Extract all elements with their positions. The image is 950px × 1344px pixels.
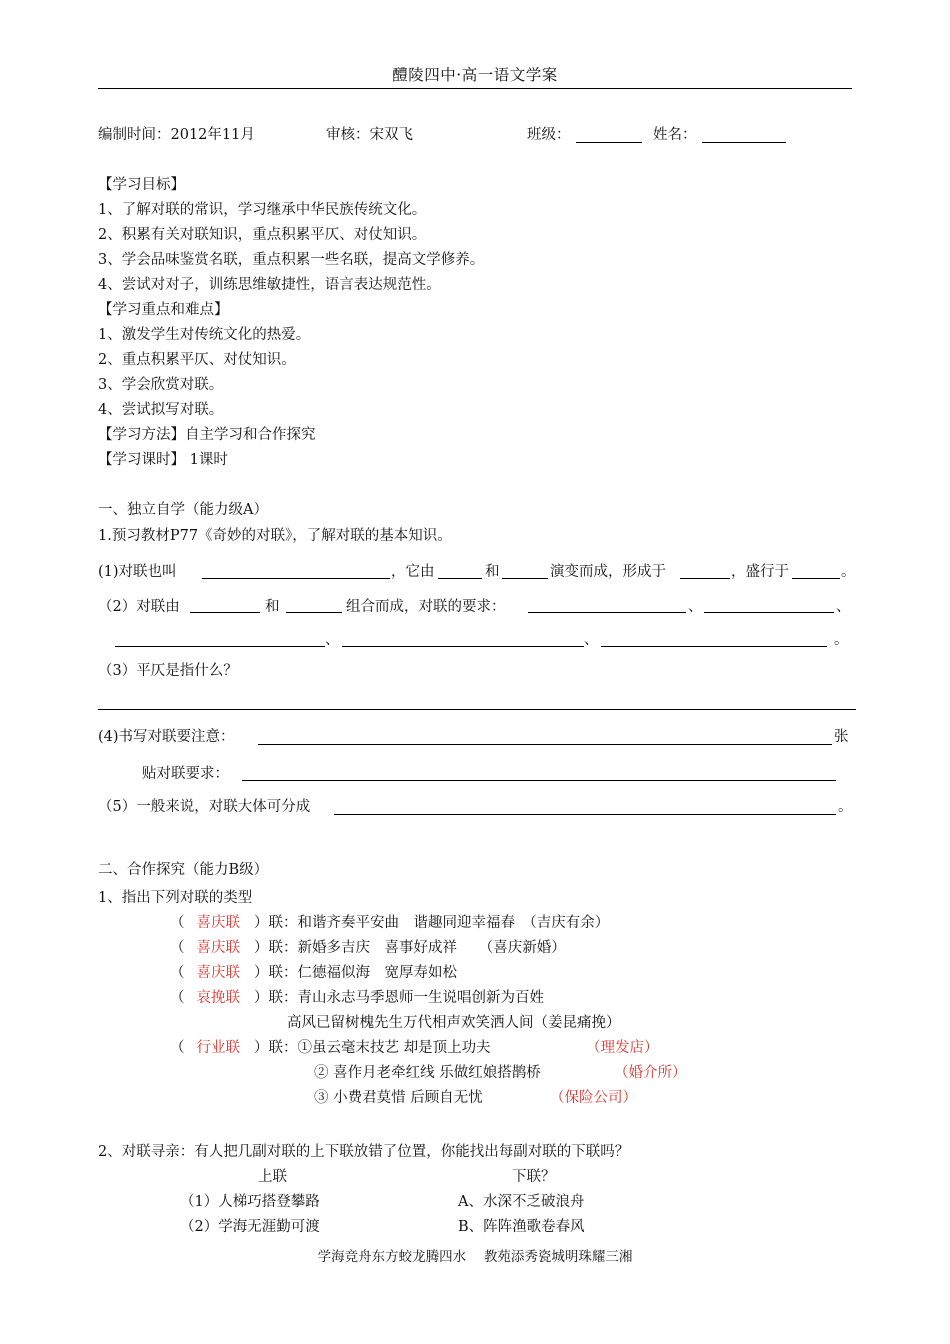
objectives-heading: 【学习目标】 [98,177,185,193]
couplet-text: 新婚多吉庆 喜事好成祥 （喜庆新婚） [297,940,566,956]
q1-2-text-c: 组合而成，对联的要求： [346,599,506,615]
keypoint-item: 1、激发学生对传统文化的热爱。 [98,327,311,343]
objective-item: 1、了解对联的常识，学习继承中华民族传统文化。 [98,202,427,218]
right-paren: ）联： [254,1040,298,1056]
objective-item: 3、学会品味鉴赏名联，重点积累一些名联，提高文学修养。 [98,252,485,268]
upper-couplet: （1）人梯巧搭登攀路 [180,1194,320,1210]
right-paren: ）联： [254,915,298,931]
couplet-type-answer: 喜庆联 [196,940,240,956]
q1-2-blank-5[interactable] [115,646,325,647]
q1-4-blank-2[interactable] [242,780,836,781]
q1-2-text-h: 。 [834,632,849,648]
upper-column-label: 上联 [258,1169,287,1185]
left-paren: （ [170,940,185,956]
page-title: 醴陵四中·高一语文学案 [392,66,558,84]
couplet-type-answer: 喜庆联 [196,915,240,931]
right-paren: ）联： [254,990,298,1006]
section2-heading: 二、合作探究（能力B级） [98,862,269,878]
q1-4-text-a: (4)书写对联要注意： [98,729,235,745]
q1-2-blank-7[interactable] [601,646,827,647]
q1-2-blank-3[interactable] [528,612,686,613]
left-paren: （ [170,965,185,981]
q1-2-text-d: 、 [688,599,703,615]
couplet-row [170,989,544,1007]
q1-1-text-f: 。 [841,564,856,580]
couplet-text: ③ 小费君莫惜 后顾自无忧 [314,1090,483,1106]
name-label: 姓名： [653,127,697,143]
section1-heading: 一、独立自学（能力级A） [98,502,268,518]
class-label: 班级： [527,127,571,143]
q1-5-text-a: （5）一般来说，对联大体可分成 [98,799,311,815]
name-blank[interactable] [702,142,786,143]
couplet-text: 和谐齐奏平安曲 谐趣同迎幸福春 （吉庆有余） [297,915,610,931]
q1-2-text-a: （2）对联由 [98,599,180,615]
q1-1-blank-1[interactable] [202,578,390,579]
couplet-type-answer: 喜庆联 [196,965,240,981]
couplet-row [170,1039,491,1057]
couplet-note: （婚介所） [614,1065,687,1081]
q1-2-blank-6[interactable] [342,646,584,647]
couplet-text: ①虽云毫末技艺 却是顶上功夫 [297,1040,491,1056]
q1-5-text-b: 。 [838,799,853,815]
left-paren: （ [170,990,185,1006]
keypoint-item: 2、重点积累平仄、对仗知识。 [98,352,296,368]
q1-3-blank[interactable] [98,709,856,710]
lower-couplet: A、水深不乏破浪舟 [458,1194,585,1210]
lower-column-label: 下联？ [512,1169,556,1185]
q1-1-blank-3[interactable] [502,578,548,579]
couplet-note: （理发店） [586,1040,659,1056]
couplet-type-answer: 行业联 [196,1040,240,1056]
study-periods: 【学习课时】 1课时 [98,452,228,468]
section2-q1: 1、指出下列对联的类型 [98,890,253,906]
keypoint-item: 3、学会欣赏对联。 [98,377,224,393]
q1-4-blank-1[interactable] [258,744,832,745]
lower-couplet: B、阵阵渔歌卷春风 [458,1219,585,1235]
couplet-note: （保险公司） [550,1090,637,1106]
q1-1-text-c: 和 [485,564,500,580]
reviewer: 审核：宋双飞 [326,127,413,143]
section2-q2: 2、对联寻亲：有人把几副对联的上下联放错了位置，你能找出每副对联的下联吗？ [98,1144,630,1160]
q1-2-text-e: 、 [836,599,851,615]
q1-4-text-b: 张 [834,729,849,745]
q1-1-text-d: 演变而成，形成于 [550,564,666,580]
keypoint-item: 4、尝试拟写对联。 [98,402,224,418]
q1-2-text-g: 、 [584,632,599,648]
objective-item: 4、尝试对对子，训练思维敏捷性，语言表达规范性。 [98,277,441,293]
q1-3-text: （3）平仄是指什么？ [98,663,238,679]
section1-q1: 1.预习教材P77《奇妙的对联》，了解对联的基本知识。 [98,528,452,544]
couplet-text-line2: 高风已留树槐先生万代相声欢笑洒人间（姜昆痛挽） [287,1015,621,1031]
objective-item: 2、积累有关对联知识，重点积累平仄、对仗知识。 [98,227,427,243]
q1-4-text-c: 贴对联要求： [142,766,229,782]
left-paren: （ [170,1040,185,1056]
q1-2-blank-1[interactable] [190,612,260,613]
q1-1-blank-2[interactable] [438,578,482,579]
q1-1-text-b: ，它由 [391,564,435,580]
right-paren: ）联： [254,965,298,981]
header-rule [98,88,852,89]
q1-1-blank-5[interactable] [792,578,840,579]
left-paren: （ [170,915,185,931]
class-blank[interactable] [576,142,642,143]
q1-2-text-b: 和 [265,599,280,615]
couplet-text: 仁德福似海 宽厚寿如松 [297,965,457,981]
q1-1-text-e: ，盛行于 [731,564,789,580]
q1-1-blank-4[interactable] [680,578,730,579]
right-paren: ）联： [254,940,298,956]
couplet-row [170,964,457,982]
keypoints-heading: 【学习重点和难点】 [98,302,229,318]
q1-5-blank[interactable] [334,814,836,815]
couplet-type-answer: 哀挽联 [196,990,240,1006]
q1-2-blank-2[interactable] [286,612,342,613]
q1-2-blank-4[interactable] [704,612,834,613]
couplet-row [170,914,609,932]
couplet-row [170,939,566,957]
couplet-text: 青山永志马季恩师一生说唱创新为百姓 [297,990,544,1006]
compile-time: 编制时间：2012年11月 [98,127,255,143]
page-footer: 学海竞舟东方蛟龙腾四水 教苑添秀瓷城明珠耀三湘 [317,1249,633,1265]
couplet-text: ② 喜作月老牵红线 乐做红娘搭鹊桥 [314,1065,541,1081]
q1-1-text-a: (1)对联也叫 [98,564,177,580]
study-method: 【学习方法】自主学习和合作探究 [98,427,316,443]
upper-couplet: （2）学海无涯勤可渡 [180,1219,320,1235]
q1-2-text-f: 、 [325,632,340,648]
